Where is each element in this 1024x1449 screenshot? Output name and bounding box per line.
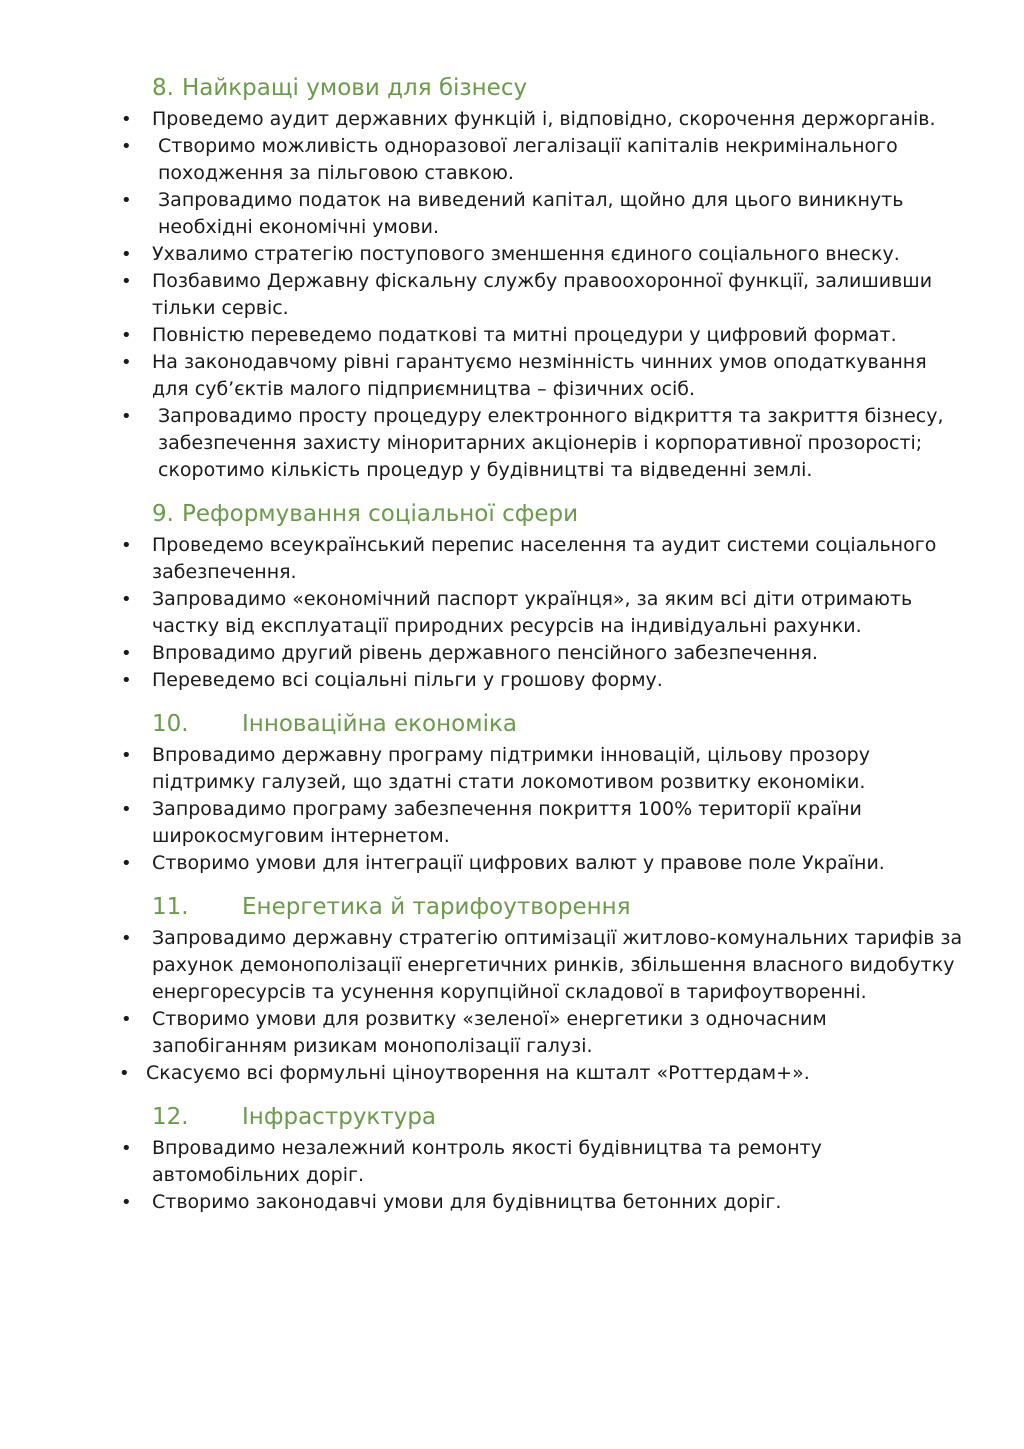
list-item: • Проведемо всеукраїнський перепис населення та аудит системи соціального забезпечення. (121, 534, 937, 583)
list-item: • Запровадимо просту процедуру електронного відкриття та закриття бізнесу, забезпечення захисту міноритарних акціонерів і корпоративної прозорості; скоротимо кількість процедур у будівництві та відведенні землі. (121, 405, 944, 481)
bullet-icon: • (121, 190, 132, 211)
bullet-list (0, 532, 964, 694)
list-item: • Ухвалимо стратегію поступового зменшення єдиного соціального внеску. (0, 241, 964, 268)
section-title: Інноваційна економіка (242, 711, 517, 737)
bullet-icon: • (121, 1009, 132, 1030)
list-item: • Запровадимо «економічний паспорт українця», за яким всі діти отримають частку від експлуатації природних ресурсів на індивідуальні рахунки. (121, 588, 913, 637)
bullet-icon: • (121, 670, 132, 691)
list-item: • На законодавчому рівні гарантуємо незмінність чинних умов оподаткування для суб’єктів малого підприємництва – фізичних осіб. (121, 351, 927, 400)
bullet-list (0, 925, 964, 1087)
section-number: 10. (152, 711, 189, 737)
list-item: • Запровадимо державну стратегію оптимізації житлово-комунальних тарифів за рахунок демонополізації енергетичних ринків, збільшення власного видобутку енергоресурсів та усунення корупційної складової в тарифоутворенні. (121, 927, 963, 1003)
list-item: • Переведемо всі соціальні пільги у грошову форму. (0, 667, 964, 694)
bullet-icon: • (121, 352, 132, 373)
bullet-icon: • (121, 109, 132, 130)
list-item: • Повністю переведемо податкові та митні процедури у цифровий формат. (0, 322, 964, 349)
section-energy (0, 891, 964, 1087)
list-item: • Запровадимо програму забезпечення покриття 100% території країни широкосмуговим інтернетом. (121, 798, 862, 847)
section-title: Інфраструктура (242, 1104, 437, 1130)
section-number: 11. (152, 894, 189, 920)
section-heading (152, 708, 964, 740)
bullet-icon: • (121, 928, 132, 949)
section-heading (152, 498, 964, 530)
bullet-icon: • (119, 1063, 130, 1084)
list-item: • Впровадимо незалежний контроль якості будівництва та ремонту автомобільних доріг. (121, 1137, 822, 1186)
bullet-icon: • (121, 271, 132, 292)
list-item: • Скасуємо всі формульні ціноутворення на кшталт «Роттердам+». (0, 1060, 964, 1087)
section-heading (152, 891, 964, 923)
bullet-icon: • (121, 643, 132, 664)
list-item: • Створимо умови для інтеграції цифрових валют у правове поле України. (0, 850, 964, 877)
section-title: Найкращі умови для бізнесу (181, 75, 528, 101)
bullet-icon: • (121, 745, 132, 766)
bullet-icon: • (121, 136, 132, 157)
section-innovation (0, 708, 964, 877)
section-infrastructure (0, 1101, 964, 1216)
section-number: 12. (152, 1104, 189, 1130)
list-item: • Створимо законодавчі умови для будівництва бетонних доріг. (0, 1189, 964, 1216)
bullet-list (0, 742, 964, 877)
bullet-list (0, 106, 964, 484)
bullet-icon: • (121, 799, 132, 820)
bullet-icon: • (121, 853, 132, 874)
section-business (0, 72, 964, 484)
section-number: 8. (152, 75, 174, 101)
section-number: 9. (152, 501, 174, 527)
bullet-icon: • (121, 535, 132, 556)
list-item: • Створимо можливість одноразової легалізації капіталів некримінального походження за пільговою ставкою. (121, 135, 898, 184)
section-title: Енергетика й тарифоутворення (242, 894, 631, 920)
list-item: • Впровадимо державну програму підтримки інновацій, цільову прозору підтримку галузей, що здатні стати локомотивом розвитку економіки. (121, 744, 870, 793)
section-social (0, 498, 964, 694)
list-item: • Запровадимо податок на виведений капітал, щойно для цього виникнуть необхідні економічні умови. (121, 189, 904, 238)
bullet-icon: • (121, 1192, 132, 1213)
list-item: • Впровадимо другий рівень державного пенсійного забезпечення. (0, 640, 964, 667)
bullet-icon: • (121, 589, 132, 610)
section-title: Реформування соціальної сфери (181, 501, 579, 527)
list-item: • Проведемо аудит державних функцій і, відповідно, скорочення держорганів. (0, 106, 964, 133)
list-item: • Позбавимо Державну фіскальну службу правоохоронної функції, залишивши тільки сервіс. (121, 270, 933, 319)
bullet-icon: • (121, 325, 132, 346)
list-item: • Створимо умови для розвитку «зеленої» енергетики з одночасним запобіганням ризикам монополізації галузі. (121, 1008, 827, 1057)
section-heading (152, 1101, 964, 1133)
section-heading (152, 72, 964, 104)
bullet-icon: • (121, 406, 132, 427)
bullet-icon: • (121, 1138, 132, 1159)
bullet-icon: • (121, 244, 132, 265)
bullet-list (0, 1135, 964, 1216)
